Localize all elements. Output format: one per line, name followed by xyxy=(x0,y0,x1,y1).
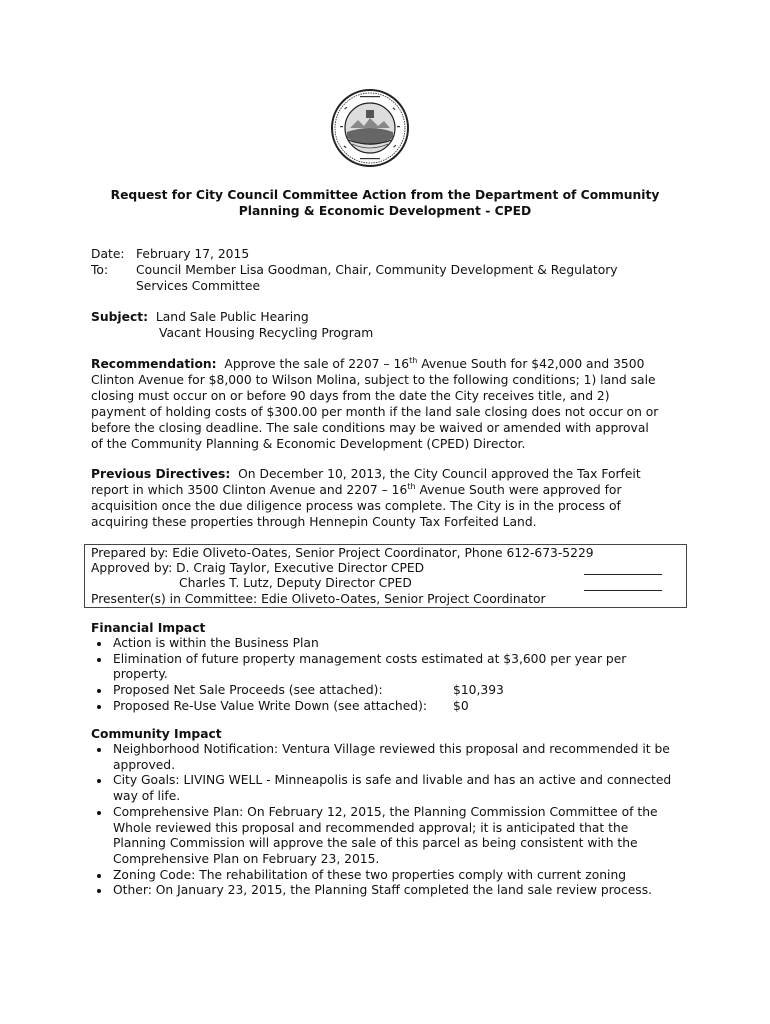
list-item: Neighborhood Notification: Ventura Village reviewed this proposal and recommended it be approved. xyxy=(91,742,681,773)
list-item: Proposed Net Sale Proceeds (see attached): $10,393 xyxy=(91,683,681,699)
community-impact-list xyxy=(91,742,681,899)
prepared-by: Prepared by: Edie Oliveto-Oates, Senior Project Coordinator, Phone 612-673-5229 xyxy=(91,546,594,560)
memo-header xyxy=(91,246,691,294)
community-impact-heading: Community Impact xyxy=(91,727,222,741)
subject-line-1: Land Sale Public Hearing xyxy=(155,310,309,324)
presenter: Presenter(s) in Committee: Edie Oliveto-Oates, Senior Project Coordinator xyxy=(91,592,546,606)
list-item: Other: On January 23, 2015, the Planning Staff completed the land sale review process. xyxy=(91,883,681,899)
list-item: Comprehensive Plan: On February 12, 2015, the Planning Commission Committee of the Whole reviewed this proposal and recommended approval; it is anticipated that the Planning Commission will approve the sale of this parcel as being consistent with the Comprehensive Plan on February 23, 2015. xyxy=(91,805,681,868)
date-value: February 17, 2015 xyxy=(136,247,250,261)
date-label: Date: xyxy=(91,247,125,261)
previous-directives-label: Previous Directives: xyxy=(91,467,231,481)
net-sale-proceeds-value: $10,393 xyxy=(453,683,504,698)
city-seal-logo xyxy=(330,88,410,168)
list-item: Zoning Code: The rehabilitation of these two properties comply with current zoning xyxy=(91,868,681,884)
list-item: Elimination of future property management costs estimated at $3,600 per year per property. xyxy=(91,652,681,683)
approved-by-deputy: Charles T. Lutz, Deputy Director CPED xyxy=(179,576,412,590)
signature-line xyxy=(584,562,662,575)
approved-by: Approved by: D. Craig Taylor, Executive Director CPED xyxy=(91,561,425,575)
document-title xyxy=(60,187,710,219)
recommendation-block: Recommendation: Approve the sale of 2207 – 16th Avenue South for $42,000 and 3500 Clinton Avenue for $8,000 to Wilson Molina, subject to the following conditions; 1) land sale closing must occur on or before 90 days from the date the City receives title, and 2) payment of holding costs of $300.00 per month if the land sale closing does not occur on or before the closing deadline. The sale conditions may be waived or amended with approval of the Community Planning & Economic Development (CPED) Director. xyxy=(91,355,659,451)
subject-line-2: Vacant Housing Recycling Program xyxy=(159,326,374,340)
previous-directives-block: Previous Directives: On December 10, 2013, the City Council approved the Tax Forfeit report in which 3500 Clinton Avenue and 2207 – 16th Avenue South were approved for acquisition once the due diligence process was complete. The City is in the process of acquiring these properties through Hennepin County Tax Forfeited Land. xyxy=(91,467,641,529)
write-down-value: $0 xyxy=(453,698,469,713)
title-line-1: Request for City Council Committee Action from the Department of Community xyxy=(110,188,660,202)
to-label: To: xyxy=(91,263,109,277)
recommendation-label: Recommendation: xyxy=(91,357,217,371)
staff-info-box xyxy=(84,544,687,608)
subject-label: Subject: xyxy=(91,310,149,324)
list-item: City Goals: LIVING WELL - Minneapolis is safe and livable and has an active and connected way of life. xyxy=(91,773,681,804)
subject-block xyxy=(91,309,691,341)
financial-impact-heading: Financial Impact xyxy=(91,621,206,635)
signature-line xyxy=(584,578,662,591)
financial-impact-list xyxy=(91,636,681,715)
list-item: Action is within the Business Plan xyxy=(91,636,681,652)
title-line-2: Planning & Economic Development - CPED xyxy=(238,204,532,218)
list-item: Proposed Re-Use Value Write Down (see attached): $0 xyxy=(91,699,681,715)
to-recipient: Council Member Lisa Goodman, Chair, Community Development & Regulatory Services Committee xyxy=(136,263,618,293)
